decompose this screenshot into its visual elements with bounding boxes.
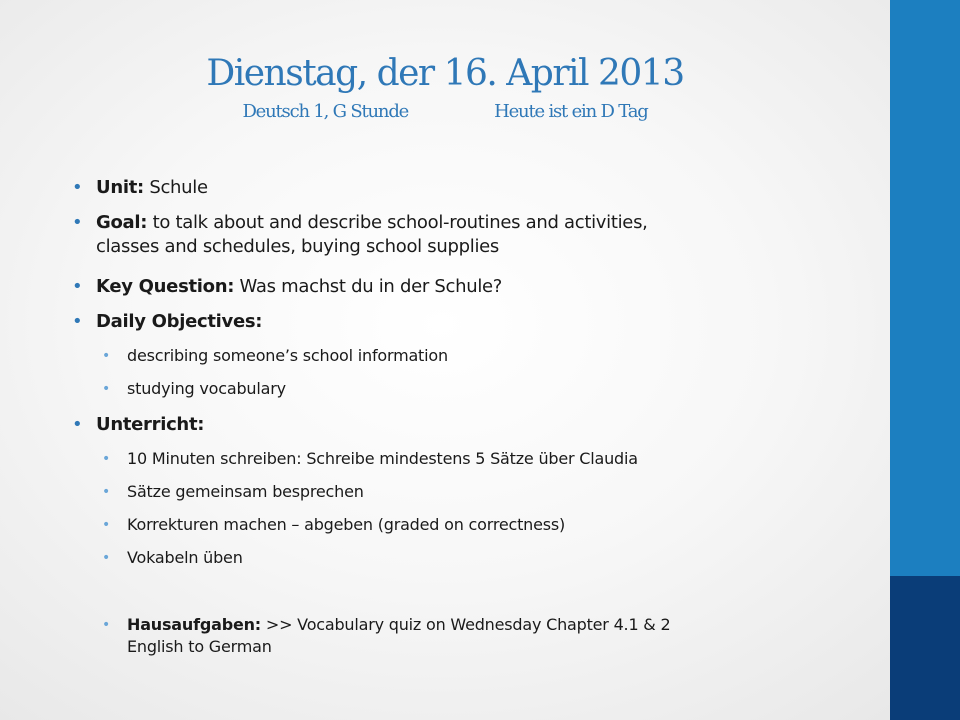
goal-label: Goal: [96,212,148,233]
unterricht-item [102,481,364,503]
bullet-goal [72,211,648,259]
unterricht-label: Unterricht: [96,414,205,435]
bullet-key-question [72,275,503,299]
homework-text-line2: English to German [127,637,272,656]
objective-text: studying vocabulary [127,379,286,398]
bullet-daily-objectives [72,310,263,334]
key-question-label: Key Question: [96,276,235,297]
unterricht-text: Sätze gemeinsam besprechen [127,482,364,501]
unterricht-text: Vokabeln üben [127,548,243,567]
sub-bullet-marker: • [102,451,111,467]
title-main: Dienstag, der 16. April 2013 [206,53,684,94]
sub-bullet-marker: • [102,517,111,533]
sub-bullet-marker: • [102,381,111,397]
bullet-marker: • [72,212,83,233]
objective-item [102,345,448,367]
unterricht-item [102,448,638,470]
goal-text: to talk about and describe school-routines and activities, [147,212,648,233]
sub-bullet-marker: • [102,550,111,566]
objectives-label: Daily Objectives: [96,311,263,332]
bullet-homework [102,614,671,658]
sidebar-accent-block [890,576,960,720]
bullet-unterricht [72,413,205,437]
objective-text: describing someone’s school information [127,346,448,365]
unterricht-text: Korrekturen machen – abgeben (graded on correctness) [127,515,566,534]
unit-label: Unit: [96,177,144,198]
objective-item [102,378,286,400]
homework-label: Hausaufgaben: [127,615,261,634]
unit-text: Schule [143,177,208,198]
bullet-marker: • [72,276,83,297]
sub-bullet-marker: • [102,348,111,364]
unterricht-text: 10 Minuten schreiben: Schreibe mindestens 5 Sätze über Claudia [127,449,638,468]
bullet-marker: • [72,177,83,198]
bullet-marker: • [72,414,83,435]
sub-bullet-marker: • [102,617,111,633]
bullet-unit [72,176,208,200]
key-question-text: Was machst du in der Schule? [234,276,503,297]
goal-text-line2: classes and schedules, buying school supplies [96,236,499,257]
unterricht-item [102,514,566,536]
subtitle-class: Deutsch 1, G Stunde [242,101,409,122]
unterricht-item [102,547,243,569]
homework-text: >> Vocabulary quiz on Wednesday Chapter 4.1 & 2 [261,615,671,634]
sub-bullet-marker: • [102,484,111,500]
subtitle-day: Heute ist ein D Tag [494,101,648,122]
bullet-marker: • [72,311,83,332]
